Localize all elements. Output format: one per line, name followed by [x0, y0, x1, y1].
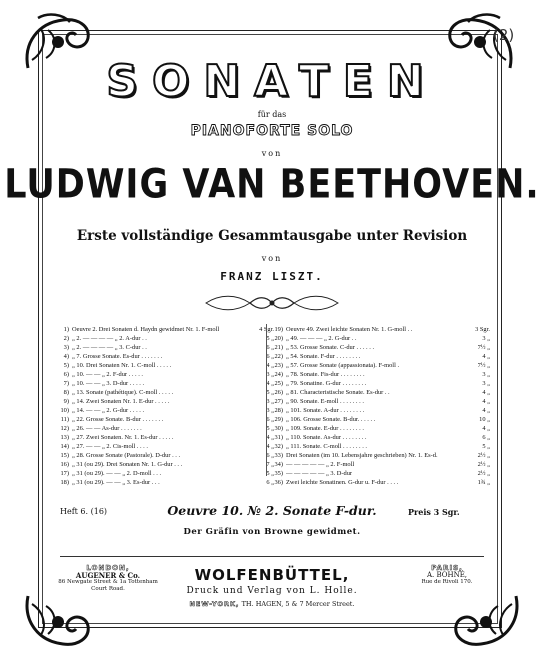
item-title: „ 14. Zwei Sonaten Nr. 1. E-dur . . . . . — [72, 398, 170, 405]
item-title: „ 109. Sonate. E-dur . . . . . . . . — [286, 425, 364, 432]
item-title: „ 10. — — „ 3. D-dur . . . . . — [72, 380, 145, 387]
sonata-list-right — [266, 325, 490, 487]
item-number: 35) — [274, 470, 283, 477]
list-item — [52, 379, 274, 388]
ornamental-divider — [200, 292, 344, 314]
item-number: 3) — [63, 344, 69, 351]
item-price: 4 „ — [482, 398, 490, 405]
item-number: 22) — [274, 353, 283, 360]
item-price: 6 „ — [266, 479, 274, 486]
item-number: 27) — [274, 398, 283, 405]
list-item — [52, 406, 274, 415]
item-number: 17) — [60, 470, 69, 477]
item-title: Drei Sonaten (im 10. Lebensjahre geschrieben) Nr. 1. Es-d. — [286, 452, 438, 459]
item-price: 10 „ — [479, 416, 490, 423]
item-number: 23) — [274, 362, 283, 369]
item-price: 4 „ — [266, 380, 274, 387]
item-number: 29) — [274, 416, 283, 423]
item-title: „ 10. Drei Sonaten Nr. 1. C-moll . . . . . — [72, 362, 172, 369]
item-price: 4 „ — [482, 425, 490, 432]
list-item — [52, 397, 274, 406]
item-number: 31) — [274, 434, 283, 441]
item-title: „ 2. — — — — „ 3. C-dur . . — [72, 344, 147, 351]
item-title: „ 14. — — „ 2. G-dur . . . . . — [72, 407, 145, 414]
list-item — [266, 334, 490, 343]
main-city: WOLFENBÜTTEL, — [194, 566, 350, 584]
list-item — [52, 343, 274, 352]
price: Preis 3 Sgr. — [408, 507, 460, 517]
list-item — [266, 406, 490, 415]
item-title: „ 31 (ou 29). — — „ 3. Es-dur . . . — [72, 479, 160, 486]
page-title: SONATEN — [106, 56, 438, 107]
item-number: 20) — [274, 335, 283, 342]
item-title: „ 106. Grosse Sonate. B-dur. . . . . . — [286, 416, 376, 423]
item-title: „ 79. Sonatine. G-dur . . . . . . . . — [286, 380, 367, 387]
footer-rule — [60, 556, 484, 557]
list-item — [52, 451, 274, 460]
item-price: 3 „ — [266, 407, 274, 414]
item-title: Oeuvre 2. Drei Sonaten d. Haydn gewidmet Nr. 1. F-moll — [72, 326, 220, 333]
list-item — [266, 424, 490, 433]
item-title: „ 78. Sonate. Fis-dur . . . . . . . . — [286, 371, 365, 378]
list-item — [52, 433, 274, 442]
item-title: „ 49. — — — „ 2. G-dur . . — [286, 335, 357, 342]
item-number: 26) — [274, 389, 283, 396]
list-item — [266, 469, 490, 478]
item-title: „ 81. Characteristische Sonate. Es-dur . . — [286, 389, 390, 396]
for-text: für das — [257, 110, 287, 119]
composer-name: LUDWIG VAN BEETHOVEN. — [4, 162, 540, 208]
london-address: 86 Newgate Street & 1a Tottenham Court Road. — [58, 579, 158, 592]
dedication: Der Gräfin von Browne gewidmet. — [183, 527, 361, 537]
item-price: 6 „ — [266, 416, 274, 423]
item-number: 32) — [274, 443, 283, 450]
item-price: 5 „ — [266, 470, 274, 477]
item-title: Zwei leichte Sonatinen. G-dur u. F-dur . . . . — [286, 479, 399, 486]
list-item — [266, 325, 490, 334]
list-item — [52, 361, 274, 370]
list-item — [266, 442, 490, 451]
list-item — [52, 469, 274, 478]
item-price: 7½ „ — [477, 362, 490, 369]
item-number: 4) — [63, 353, 69, 360]
list-item — [52, 334, 274, 343]
list-item — [266, 478, 490, 487]
item-title: „ 110. Sonate. As-dur . . . . . . . . — [286, 434, 367, 441]
by-text-2: von — [261, 254, 283, 263]
edition-line: Erste vollständige Gesammtausgabe unter Revision — [76, 228, 468, 244]
item-number: 10) — [60, 407, 69, 414]
item-number: 16) — [60, 461, 69, 468]
item-price: 6 „ — [266, 452, 274, 459]
item-price: 7 „ — [266, 461, 274, 468]
item-price: 4 „ — [266, 443, 274, 450]
item-title: „ 54. Sonate. F-dur . . . . . . . . — [286, 353, 361, 360]
item-price: 4 „ — [266, 362, 274, 369]
item-number: 15) — [60, 452, 69, 459]
list-item — [266, 388, 490, 397]
list-item — [266, 415, 490, 424]
item-title: „ 111. Sonate. C-moll . . . . . . . . — [286, 443, 367, 450]
item-number: 6) — [63, 371, 69, 378]
list-item — [266, 451, 490, 460]
item-title: „ 22. Grosse Sonate. B-dur . . . . . . . — [72, 416, 164, 423]
list-item — [266, 361, 490, 370]
item-price: 5 „ — [482, 443, 490, 450]
list-item — [52, 352, 274, 361]
list-item — [52, 325, 274, 334]
list-item — [266, 397, 490, 406]
publisher-main — [150, 566, 394, 608]
item-number: 34) — [274, 461, 283, 468]
item-price: 2½ „ — [477, 452, 490, 459]
editor-name: FRANZ LISZT. — [220, 270, 324, 283]
item-title: Oeuvre 49. Zwei leichte Sonaten Nr. 1. G-moll . . — [286, 326, 413, 333]
paris-firm: A. BOHNÉ, — [426, 571, 468, 579]
item-price: 2½ „ — [477, 461, 490, 468]
item-number: 12) — [60, 425, 69, 432]
opus-line: Oeuvre 10. № 2. Sonate F-dur. — [167, 503, 377, 518]
item-title: — — — — — „ 3. D-dur — [286, 470, 353, 477]
item-number: 14) — [60, 443, 69, 450]
list-item — [52, 424, 274, 433]
handwritten-note: (2) — [493, 26, 515, 44]
item-price: 7½ „ — [477, 344, 490, 351]
list-item — [266, 460, 490, 469]
list-item — [52, 442, 274, 451]
item-number: 5) — [63, 362, 69, 369]
item-title: „ 101. Sonate. A-dur . . . . . . . . — [286, 407, 365, 414]
publisher-london — [58, 565, 158, 593]
item-price: 2½ „ — [477, 470, 490, 477]
item-price: 3 „ — [266, 398, 274, 405]
newyork-firm: TH. HAGEN, 5 & 7 Mercer Street. — [241, 600, 355, 608]
item-number: 2) — [63, 335, 69, 342]
list-item — [52, 460, 274, 469]
item-price: 6 „ — [482, 434, 490, 441]
london-city: LONDON, — [86, 564, 130, 572]
item-title: „ 31 (ou 29). — — „ 2. D-moll . . . — [72, 470, 162, 477]
item-number: 1) — [63, 326, 69, 333]
item-price: 3 „ — [266, 371, 274, 378]
item-number: 18) — [60, 479, 69, 486]
list-item — [266, 379, 490, 388]
item-price: 5 „ — [266, 389, 274, 396]
list-item — [266, 433, 490, 442]
item-price: 3 Sgr. — [475, 326, 490, 333]
item-title: „ 31 (ou 29). Drei Sonaten Nr. 1. G-dur . . . — [72, 461, 183, 468]
item-title: „ 27. — — „ 2. Cis-moll . . . . — [72, 443, 148, 450]
item-number: 28) — [274, 407, 283, 414]
item-number: 8) — [63, 389, 69, 396]
item-title: „ 90. Sonate. E-moll . . . . . . . . — [286, 398, 364, 405]
item-number: 21) — [274, 344, 283, 351]
item-title: „ 27. Zwei Sonaten. Nr. 1. Es-dur . . . . . — [72, 434, 174, 441]
item-price: 1¾ „ — [477, 479, 490, 486]
london-firm: AUGENER & Co. — [75, 571, 141, 580]
item-number: 30) — [274, 425, 283, 432]
item-number: 25) — [274, 380, 283, 387]
by-text: von — [261, 149, 283, 158]
list-item — [52, 388, 274, 397]
item-number: 24) — [274, 371, 283, 378]
item-price: 4 „ — [482, 389, 490, 396]
item-number: 9) — [63, 398, 69, 405]
paris-address: Rue de Rivoli 170. — [421, 579, 473, 585]
item-price: 4 Sgr. — [259, 326, 274, 333]
list-item — [266, 352, 490, 361]
newyork-line — [150, 600, 394, 608]
list-item — [52, 415, 274, 424]
item-title: „ 28. Grosse Sonate (Pastorale). D-dur . . . — [72, 452, 181, 459]
publisher-paris — [402, 565, 492, 586]
item-title: — — — — — „ 2. F-moll — [286, 461, 355, 468]
item-number: 11) — [60, 416, 69, 423]
list-item — [266, 370, 490, 379]
list-item — [52, 478, 274, 487]
item-title: „ 10. — — „ 2. F-dur . . . . . — [72, 371, 143, 378]
sonata-list-left — [52, 325, 274, 487]
item-title: „ 7. Grosse Sonate. Es-dur . . . . . . . — [72, 353, 163, 360]
list-item — [266, 343, 490, 352]
item-number: 36) — [274, 479, 283, 486]
item-price: 3 „ — [482, 371, 490, 378]
item-number: 13) — [60, 434, 69, 441]
item-price: 4 „ — [482, 353, 490, 360]
item-price: 3 „ — [482, 380, 490, 387]
heft-number: Heft 6. (16) — [60, 507, 108, 516]
item-price: 6 „ — [266, 344, 274, 351]
item-title: „ 57. Grosse Sonate (appassionata). F-moll . — [286, 362, 400, 369]
item-price: 5 „ — [266, 425, 274, 432]
printer-line: Druck und Verlag von L. Holle. — [186, 586, 358, 596]
item-price: 5 „ — [266, 335, 274, 342]
instrument-title: PIANOFORTE SOLO — [190, 123, 354, 139]
item-title: „ 53. Grosse Sonate. C-dur . . . . . . — [286, 344, 375, 351]
item-price: 6 „ — [266, 353, 274, 360]
newyork-city: NEW-YORK, — [189, 600, 240, 608]
bottom-left-ornament — [18, 586, 98, 656]
item-title: „ 2. — — — — „ 2. A-dur . . — [72, 335, 147, 342]
item-number: 33) — [274, 452, 283, 459]
item-number: 19) — [274, 326, 283, 333]
list-item — [52, 370, 274, 379]
item-price: 4 „ — [482, 407, 490, 414]
item-title: „ 26. — — As-dur . . . . . . . — [72, 425, 142, 432]
bottom-right-ornament — [446, 586, 526, 656]
item-title: „ 13. Sonate (pathétique). C-moll . . . . . — [72, 389, 174, 396]
item-price: 4 „ — [266, 434, 274, 441]
paris-city: PARIS, — [431, 564, 463, 572]
item-number: 7) — [63, 380, 69, 387]
item-price: 3 „ — [482, 335, 490, 342]
